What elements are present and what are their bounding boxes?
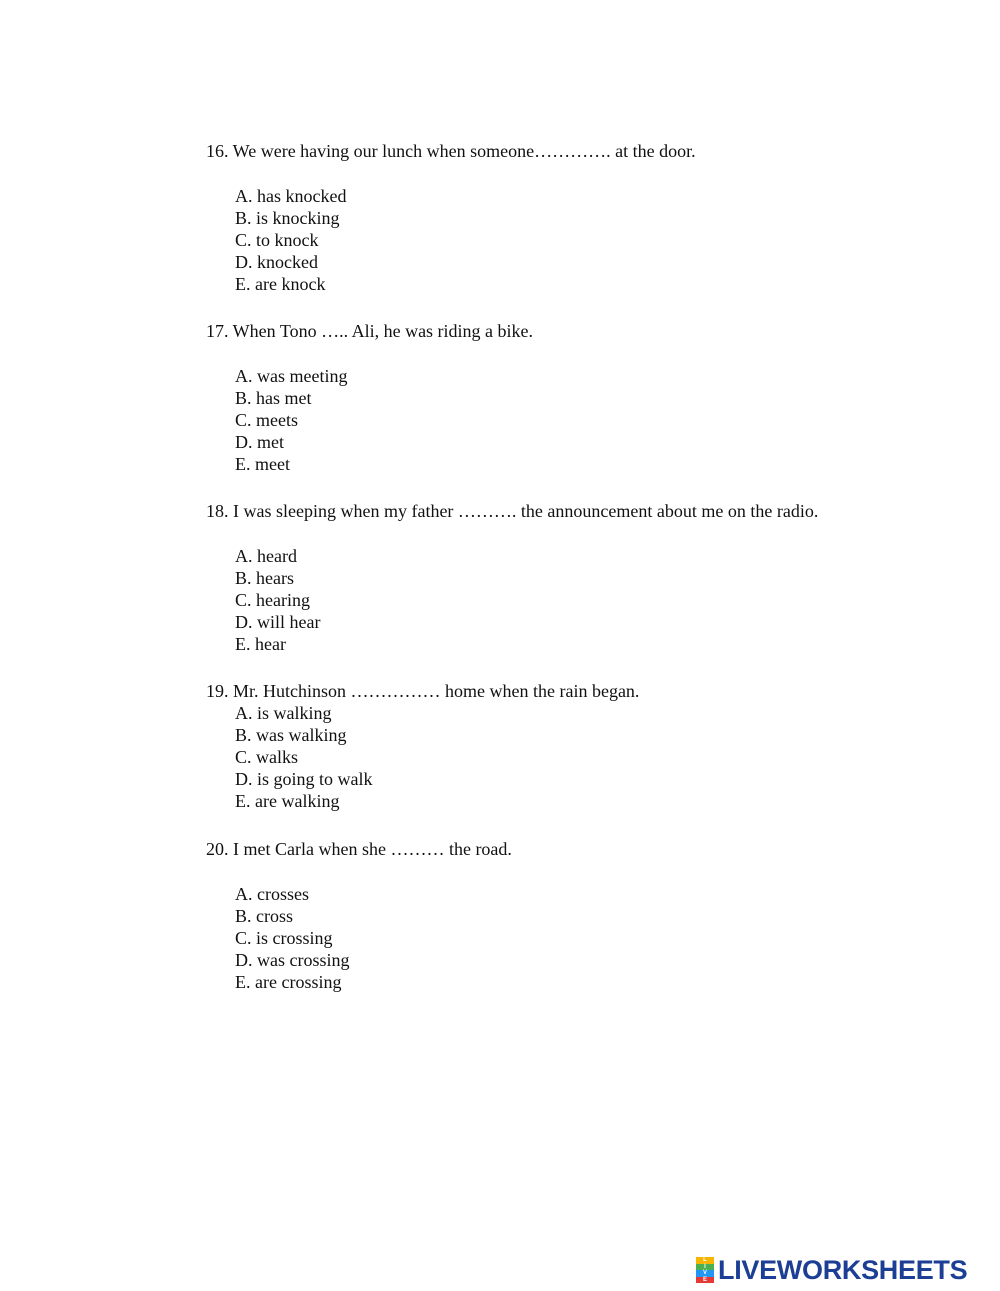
logo-letter-l: L xyxy=(696,1257,714,1264)
liveworksheets-logo xyxy=(696,1255,967,1285)
option-e: E. meet xyxy=(235,454,290,474)
option-b: B. is knocking xyxy=(235,208,340,228)
question-stem: 18. I was sleeping when my father ………. the announcement about me on the radio. xyxy=(206,501,819,521)
option-list xyxy=(206,545,926,655)
logo-letter-e: E xyxy=(696,1277,714,1284)
question-stem: 19. Mr. Hutchinson …………… home when the rain began. xyxy=(206,681,640,701)
option-e: E. are walking xyxy=(235,791,340,811)
question-stem: 17. When Tono ….. Ali, he was riding a bike. xyxy=(206,321,534,341)
option-b: B. hears xyxy=(235,568,294,588)
logo-letter-v: V xyxy=(696,1270,714,1277)
question-19 xyxy=(206,680,926,812)
option-a: A. has knocked xyxy=(235,186,347,206)
question-stem: 16. We were having our lunch when someone…………. at the door. xyxy=(206,141,696,161)
question-20 xyxy=(206,838,926,993)
option-c: C. hearing xyxy=(235,590,310,610)
option-a: A. heard xyxy=(235,546,297,566)
option-a: A. is walking xyxy=(235,703,332,723)
logo-letter-i: I xyxy=(696,1264,714,1271)
option-d: D. was crossing xyxy=(235,950,350,970)
option-b: B. was walking xyxy=(235,725,347,745)
option-e: E. are knock xyxy=(235,274,326,294)
brand-text: LIVEWORKSHEETS xyxy=(718,1254,968,1285)
option-c: C. walks xyxy=(235,747,298,767)
question-17 xyxy=(206,320,926,475)
logo-icon xyxy=(696,1257,714,1283)
option-a: A. crosses xyxy=(235,884,309,904)
option-list xyxy=(206,365,926,475)
option-d: D. will hear xyxy=(235,612,321,632)
option-list xyxy=(206,883,926,993)
option-d: D. is going to walk xyxy=(235,769,373,789)
question-16 xyxy=(206,140,926,295)
option-d: D. knocked xyxy=(235,252,318,272)
option-b: B. cross xyxy=(235,906,293,926)
option-list xyxy=(206,185,926,295)
option-d: D. met xyxy=(235,432,284,452)
option-b: B. has met xyxy=(235,388,312,408)
option-c: C. to knock xyxy=(235,230,319,250)
option-c: C. is crossing xyxy=(235,928,333,948)
option-e: E. are crossing xyxy=(235,972,342,992)
option-list xyxy=(206,702,926,812)
option-a: A. was meeting xyxy=(235,366,348,386)
option-e: E. hear xyxy=(235,634,286,654)
question-stem: 20. I met Carla when she ……… the road. xyxy=(206,839,512,859)
question-18 xyxy=(206,500,926,655)
option-c: C. meets xyxy=(235,410,298,430)
